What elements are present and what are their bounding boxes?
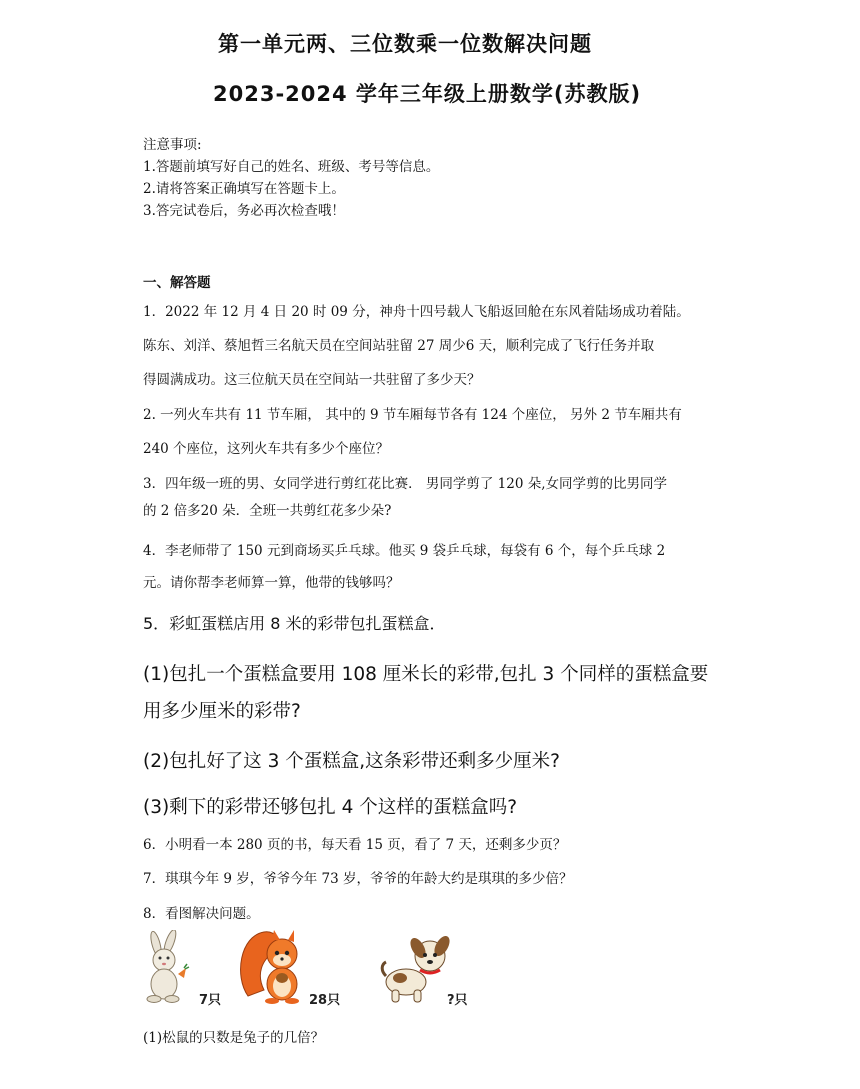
question-8: 8．看图解决问题。 — [143, 906, 260, 922]
question-1-line1: 1．2022 年 12 月 4 日 20 时 09 分，神舟十四号载人飞船返回舱在东风着陆场成功着陆。 — [143, 304, 690, 320]
notice-heading: 注意事项: — [143, 137, 202, 153]
question-2-line2: 240 个座位，这列火车共有多少个座位？ — [143, 441, 390, 457]
dog-illustration — [378, 932, 456, 1006]
squirrel-count-label: 28只 — [309, 993, 341, 1008]
question-5-part2: (2)包扎好了这 3 个蛋糕盒,这条彩带还剩多少厘米? — [143, 751, 560, 772]
notice-item: 2.请将答案正确填写在答题卡上。 — [143, 181, 345, 197]
question-3-line1: 3．四年级一班的男、女同学进行剪红花比赛． 男同学剪了 120 朵,女同学剪的比男同学 — [143, 476, 668, 492]
page-subtitle: 2023-2024 学年三年级上册数学(苏教版) — [213, 82, 642, 106]
dog-count-label: ?只 — [447, 993, 468, 1008]
rabbit-icon — [138, 930, 194, 1004]
page-title: 第一单元两、三位数乘一位数解决问题 — [218, 32, 592, 56]
question-5-part3: (3)剩下的彩带还够包扎 4 个这样的蛋糕盒吗? — [143, 797, 518, 818]
question-1-line3: 得圆满成功。这三位航天员在空间站一共驻留了多少天？ — [143, 372, 481, 388]
squirrel-icon — [238, 926, 310, 1006]
question-7: 7．琪琪今年 9 岁，爷爷今年 73 岁，爷爷的年龄大约是琪琪的多少倍？ — [143, 871, 573, 887]
question-5-part1-line1: (1)包扎一个蛋糕盒要用 108 厘米长的彩带,包扎 3 个同样的蛋糕盒要 — [143, 664, 709, 685]
question-4-line2: 元。请你帮李老师算一算，他带的钱够吗？ — [143, 575, 400, 591]
question-3-line2: 的 2 倍多20 朵．全班一共剪红花多少朵? — [143, 503, 392, 519]
question-4-line1: 4．李老师带了 150 元到商场买乒乓球。他买 9 袋乒乓球，每袋有 6 个，每个乒乓球 2 — [143, 543, 666, 559]
question-2-line1: 2. 一列火车共有 11 节车厢， 其中的 9 节车厢每节各有 124 个座位， 另外 2 节车厢共有 — [143, 407, 682, 423]
dog-icon — [378, 932, 456, 1006]
question-5-intro: 5．彩虹蛋糕店用 8 米的彩带包扎蛋糕盒． — [143, 614, 446, 633]
rabbit-illustration — [138, 930, 194, 1004]
notice-item: 1.答题前填写好自己的姓名、班级、考号等信息。 — [143, 159, 440, 175]
question-5-part1-line2: 用多少厘米的彩带? — [143, 701, 301, 722]
notice-item: 3.答完试卷后，务必再次检查哦！ — [143, 203, 345, 219]
squirrel-illustration — [238, 926, 310, 1006]
question-6: 6．小明看一本 280 页的书，每天看 15 页，看了 7 天，还剩多少页？ — [143, 837, 567, 853]
question-8-sub1: (1)松鼠的只数是兔子的几倍？ — [143, 1030, 325, 1046]
section-title: 一、解答题 — [143, 275, 211, 291]
rabbit-count-label: 7只 — [199, 993, 222, 1008]
question-1-line2: 陈东、刘洋、蔡旭哲三名航天员在空间站驻留 27 周少6 天，顺利完成了飞行任务并取 — [143, 338, 655, 354]
notice-block — [143, 134, 439, 222]
